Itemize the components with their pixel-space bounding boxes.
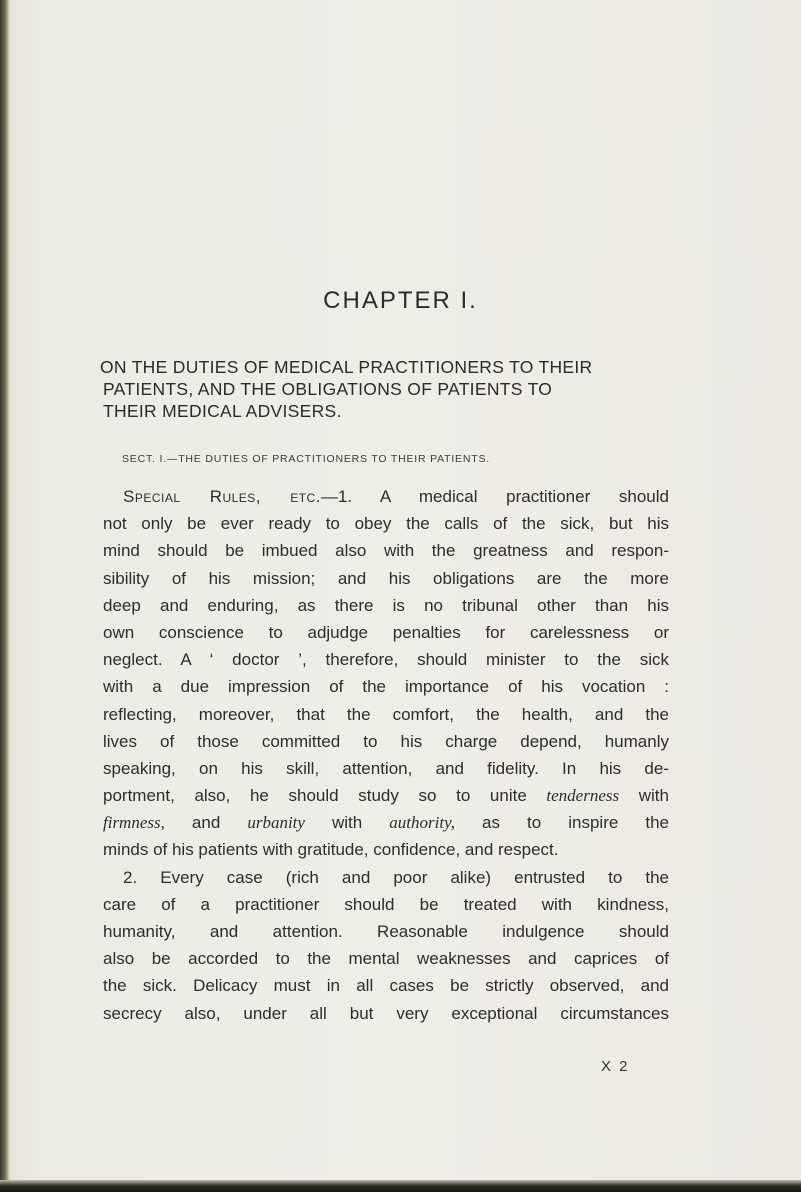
text-run: with — [619, 786, 669, 806]
text-run: portment, also, he should study so to unite — [103, 786, 547, 806]
lead-in-small-caps: Special Rules, etc. — [123, 487, 321, 506]
paragraph-line — [103, 809, 669, 836]
paragraph-line: also be accorded to the mental weaknesses and caprices of — [103, 949, 669, 969]
chapter-heading-line: THEIR MEDICAL ADVISERS. — [103, 401, 342, 421]
paragraph-line: deep and enduring, as there is no tribunal other than his — [103, 595, 669, 615]
paragraph-line — [103, 782, 669, 809]
text-run: —1. A medical practitioner should — [320, 487, 669, 506]
paragraph-line: care of a practitioner should be treated with kindness, — [103, 894, 669, 914]
page-binding-edge — [0, 0, 10, 1192]
paragraph-line: humanity, and attention. Reasonable indulgence should — [103, 922, 669, 941]
page-bottom-edge — [0, 1180, 801, 1192]
italic-term: tenderness — [546, 786, 620, 806]
italic-term: urbanity — [247, 813, 305, 833]
paragraph-line: lives of those committed to his charge depend, humanly — [103, 731, 669, 751]
signature-mark: X 2 — [601, 1058, 630, 1075]
chapter-heading-line: ON THE DUTIES OF MEDICAL PRACTITIONERS TO THEIR — [100, 357, 593, 377]
text-run: and — [164, 813, 248, 833]
text-run: as to inspire the — [454, 813, 669, 833]
chapter-heading-line: PATIENTS, AND THE OBLIGATIONS OF PATIENTS TO — [103, 379, 553, 399]
paragraph-line: reflecting, moreover, that the comfort, the health, and the — [103, 704, 669, 724]
text-run: with — [304, 813, 390, 833]
section-title: SECT. I.—THE DUTIES OF PRACTITIONERS TO THEIR PATIENTS. — [122, 453, 490, 465]
italic-term: authority, — [389, 813, 455, 833]
paragraph-line: not only be ever ready to obey the calls of the sick, but his — [103, 514, 669, 534]
paragraph-line: minds of his patients with gratitude, confidence, and respect. — [103, 840, 559, 860]
paragraph-line: 2. Every case (rich and poor alike) entrusted to the — [123, 867, 669, 887]
italic-term: firmness, — [103, 813, 165, 833]
paragraph-line: neglect. A ‘ doctor ’, therefore, should minister to the sick — [103, 650, 669, 670]
paragraph-line: mind should be imbued also with the greatness and respon- — [103, 541, 669, 561]
body-text — [103, 483, 669, 1027]
paragraph-line — [103, 483, 669, 510]
paragraph-line: own conscience to adjudge penalties for carelessness or — [103, 622, 669, 642]
paragraph-line: with a due impression of the importance of his vocation : — [103, 677, 669, 697]
paragraph-line: sibility of his mission; and his obligations are the more — [103, 568, 669, 588]
paragraph-line: speaking, on his skill, attention, and fidelity. In his de- — [103, 758, 669, 778]
paragraph-line: secrecy also, under all but very exceptional circumstances — [103, 1003, 669, 1023]
chapter-heading — [100, 356, 703, 422]
paragraph-line: the sick. Delicacy must in all cases be strictly observed, and — [103, 976, 669, 996]
chapter-title: CHAPTER I. — [323, 287, 478, 314]
